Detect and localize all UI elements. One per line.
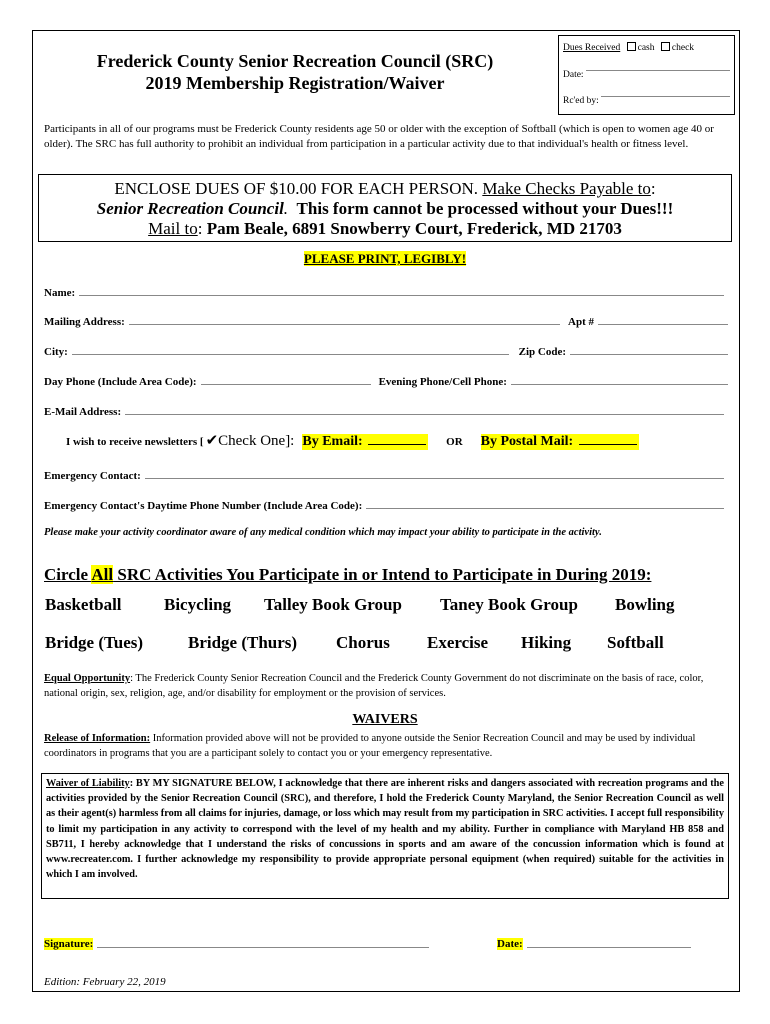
city-line[interactable] [72,354,509,355]
mailing-address-line[interactable] [129,324,560,325]
office-use-box [558,35,735,115]
apt-line[interactable] [598,324,728,325]
dues-box [38,174,732,242]
edition-date: Edition: February 22, 2019 [44,976,166,988]
payable-colon: : [650,179,656,198]
emergency-contact-field [44,466,728,482]
by-postal-line[interactable] [579,444,637,445]
activity-bowling[interactable]: Bowling [615,595,675,614]
emergency-contact-label: Emergency Contact: [44,470,141,482]
signature-line[interactable] [97,947,429,948]
newsletter-preference [66,431,639,450]
activity-hiking[interactable]: Hiking [521,633,572,652]
please-print-note [0,250,770,268]
cash-checkbox[interactable] [627,42,636,51]
received-by-line[interactable] [601,96,730,97]
activities-heading-all: All [91,565,114,584]
liability-text: : BY MY SIGNATURE BELOW, I acknowledge that there are inherent risks and dangers associated with recreation programs and the activities provided by the Senior Recreation Council (SRC), and therefore, I hold the Frederick County Maryland, the Senior Recreation Council as well as their agent(s) harmless from all claims for injuries, damage, or loss which may result from my participation in SRC activities. I accept full responsibility to limit my participation in any activity to correspond with the level of my health and my ability. Further in compliance with Maryland HB 858 and SB711, I hereby acknowledge that I understand the risks of concussions in sports and am aware of the concussion information which is found at www.recreater.com. I further acknowledge my responsibility to provide appropriate personal equipment (when required) suitable for the activities in which I am involved. [46,778,724,881]
check-label: check [671,43,695,53]
name-label: Name: [44,287,76,299]
dues-warning: This form cannot be processed without your Dues!!! [296,199,674,218]
form-title-line2: 2019 Membership Registration/Waiver [145,73,445,93]
by-email-option[interactable] [302,434,428,450]
by-email-line[interactable] [368,444,426,445]
office-date-label: Date: [563,70,584,80]
liability-label: Waiver of Liability [46,778,130,789]
emergency-phone-field [44,496,728,512]
waivers-heading: WAIVERS [352,712,418,727]
day-phone-line[interactable] [201,384,371,385]
name-line[interactable] [79,295,724,296]
waiver-of-liability-box [41,773,729,899]
payee-period: . [283,199,289,218]
equal-opportunity-statement [44,671,728,701]
check-one-label: ✔Check One]: [205,433,295,449]
signature-label: Signature: [44,938,94,950]
evening-phone-line[interactable] [511,384,728,385]
cash-label: cash [637,43,655,53]
email-line[interactable] [125,414,724,415]
dues-amount-text: ENCLOSE DUES OF $10.00 FOR EACH PERSON. [114,179,479,198]
eligibility-text: Participants in all of our programs must be Frederick County residents age 50 or older with the exception of Softball (which is open to women age 40 or older). The SRC has full authority to prohibit an individual from participation in a particular activity due to that individual's health or fitness level. [44,123,714,150]
signature-date-field [497,938,691,950]
mailing-address-label: Mailing Address: [44,316,125,328]
form-title-line1: Frederick County Senior Recreation Council (SRC) [96,51,494,71]
mailing-address-text: Pam Beale, 6891 Snowberry Court, Frederick, MD 21703 [206,219,622,238]
mailing-address-field [44,312,728,328]
city-label: City: [44,346,68,358]
release-text: Information provided above will not be provided to anyone outside the Senior Recreation Council and may be used by individual coordinators in programs that you are a participant solely to contact you or your emergency representative. [44,733,696,759]
by-postal-option[interactable] [481,434,639,450]
please-print-text: PLEASE PRINT, LEGIBLY! [303,251,467,266]
activity-softball[interactable]: Softball [607,633,664,652]
office-date-line[interactable] [586,70,730,71]
evening-phone-label: Evening Phone/Cell Phone: [378,376,507,388]
activity-bridge-tues[interactable]: Bridge (Tues) [45,633,144,652]
emergency-phone-line[interactable] [366,508,724,509]
zip-label: Zip Code: [518,346,566,358]
newsletter-label: I wish to receive newsletters [ [66,436,204,448]
release-label: Release of Information: [44,733,151,744]
activity-bridge-thurs[interactable]: Bridge (Thurs) [188,633,298,652]
payee-name: Senior Recreation Council [96,199,284,218]
equal-opportunity-text: : The Frederick County Senior Recreation Council and the Frederick County Government do not discriminate on the basis of race, color, national origin, sex, religion, age, and/or disability for employment or the provision of services. [44,673,704,699]
by-email-label: By Email: [302,434,363,449]
email-label: E-Mail Address: [44,406,122,418]
payable-to-label: Make Checks Payable to [482,179,651,198]
by-postal-label: By Postal Mail: [480,434,574,449]
activity-talley-book-group[interactable]: Talley Book Group [264,595,402,614]
equal-opportunity-label: Equal Opportunity [44,673,131,684]
received-by-label: Rc'ed by: [563,96,599,106]
zip-line[interactable] [570,354,728,355]
signature-date-line[interactable] [527,947,691,948]
name-field [44,283,728,299]
activity-basketball[interactable]: Basketball [45,595,122,614]
check-checkbox[interactable] [661,42,670,51]
activity-taney-book-group[interactable]: Taney Book Group [440,595,578,614]
email-field [44,402,728,418]
release-of-information [44,731,728,761]
activities-heading [44,565,651,585]
day-phone-label: Day Phone (Include Area Code): [44,376,197,388]
city-zip-field [44,342,728,358]
medical-condition-note: Please make your activity coordinator aware of any medical condition which may impact your ability to participate in the activity. [44,527,602,538]
emergency-contact-line[interactable] [145,478,724,479]
activity-bicycling[interactable]: Bicycling [164,595,232,614]
activities-heading-start: Circle [44,565,92,584]
activity-exercise[interactable]: Exercise [427,633,489,652]
mail-to-colon: : [197,219,203,238]
phone-field [44,372,728,388]
emergency-phone-label: Emergency Contact's Daytime Phone Number (Include Area Code): [44,500,363,512]
mail-to-label: Mail to [148,219,198,238]
apt-label: Apt # [568,316,594,328]
dues-received-label: Dues Received [563,43,621,53]
activity-chorus[interactable]: Chorus [336,633,390,652]
signature-field [44,938,429,950]
signature-date-label: Date: [497,938,523,950]
activities-heading-end: SRC Activities You Participate in or Intend to Participate in During 2019: [113,565,652,584]
newsletter-or: OR [446,436,463,448]
